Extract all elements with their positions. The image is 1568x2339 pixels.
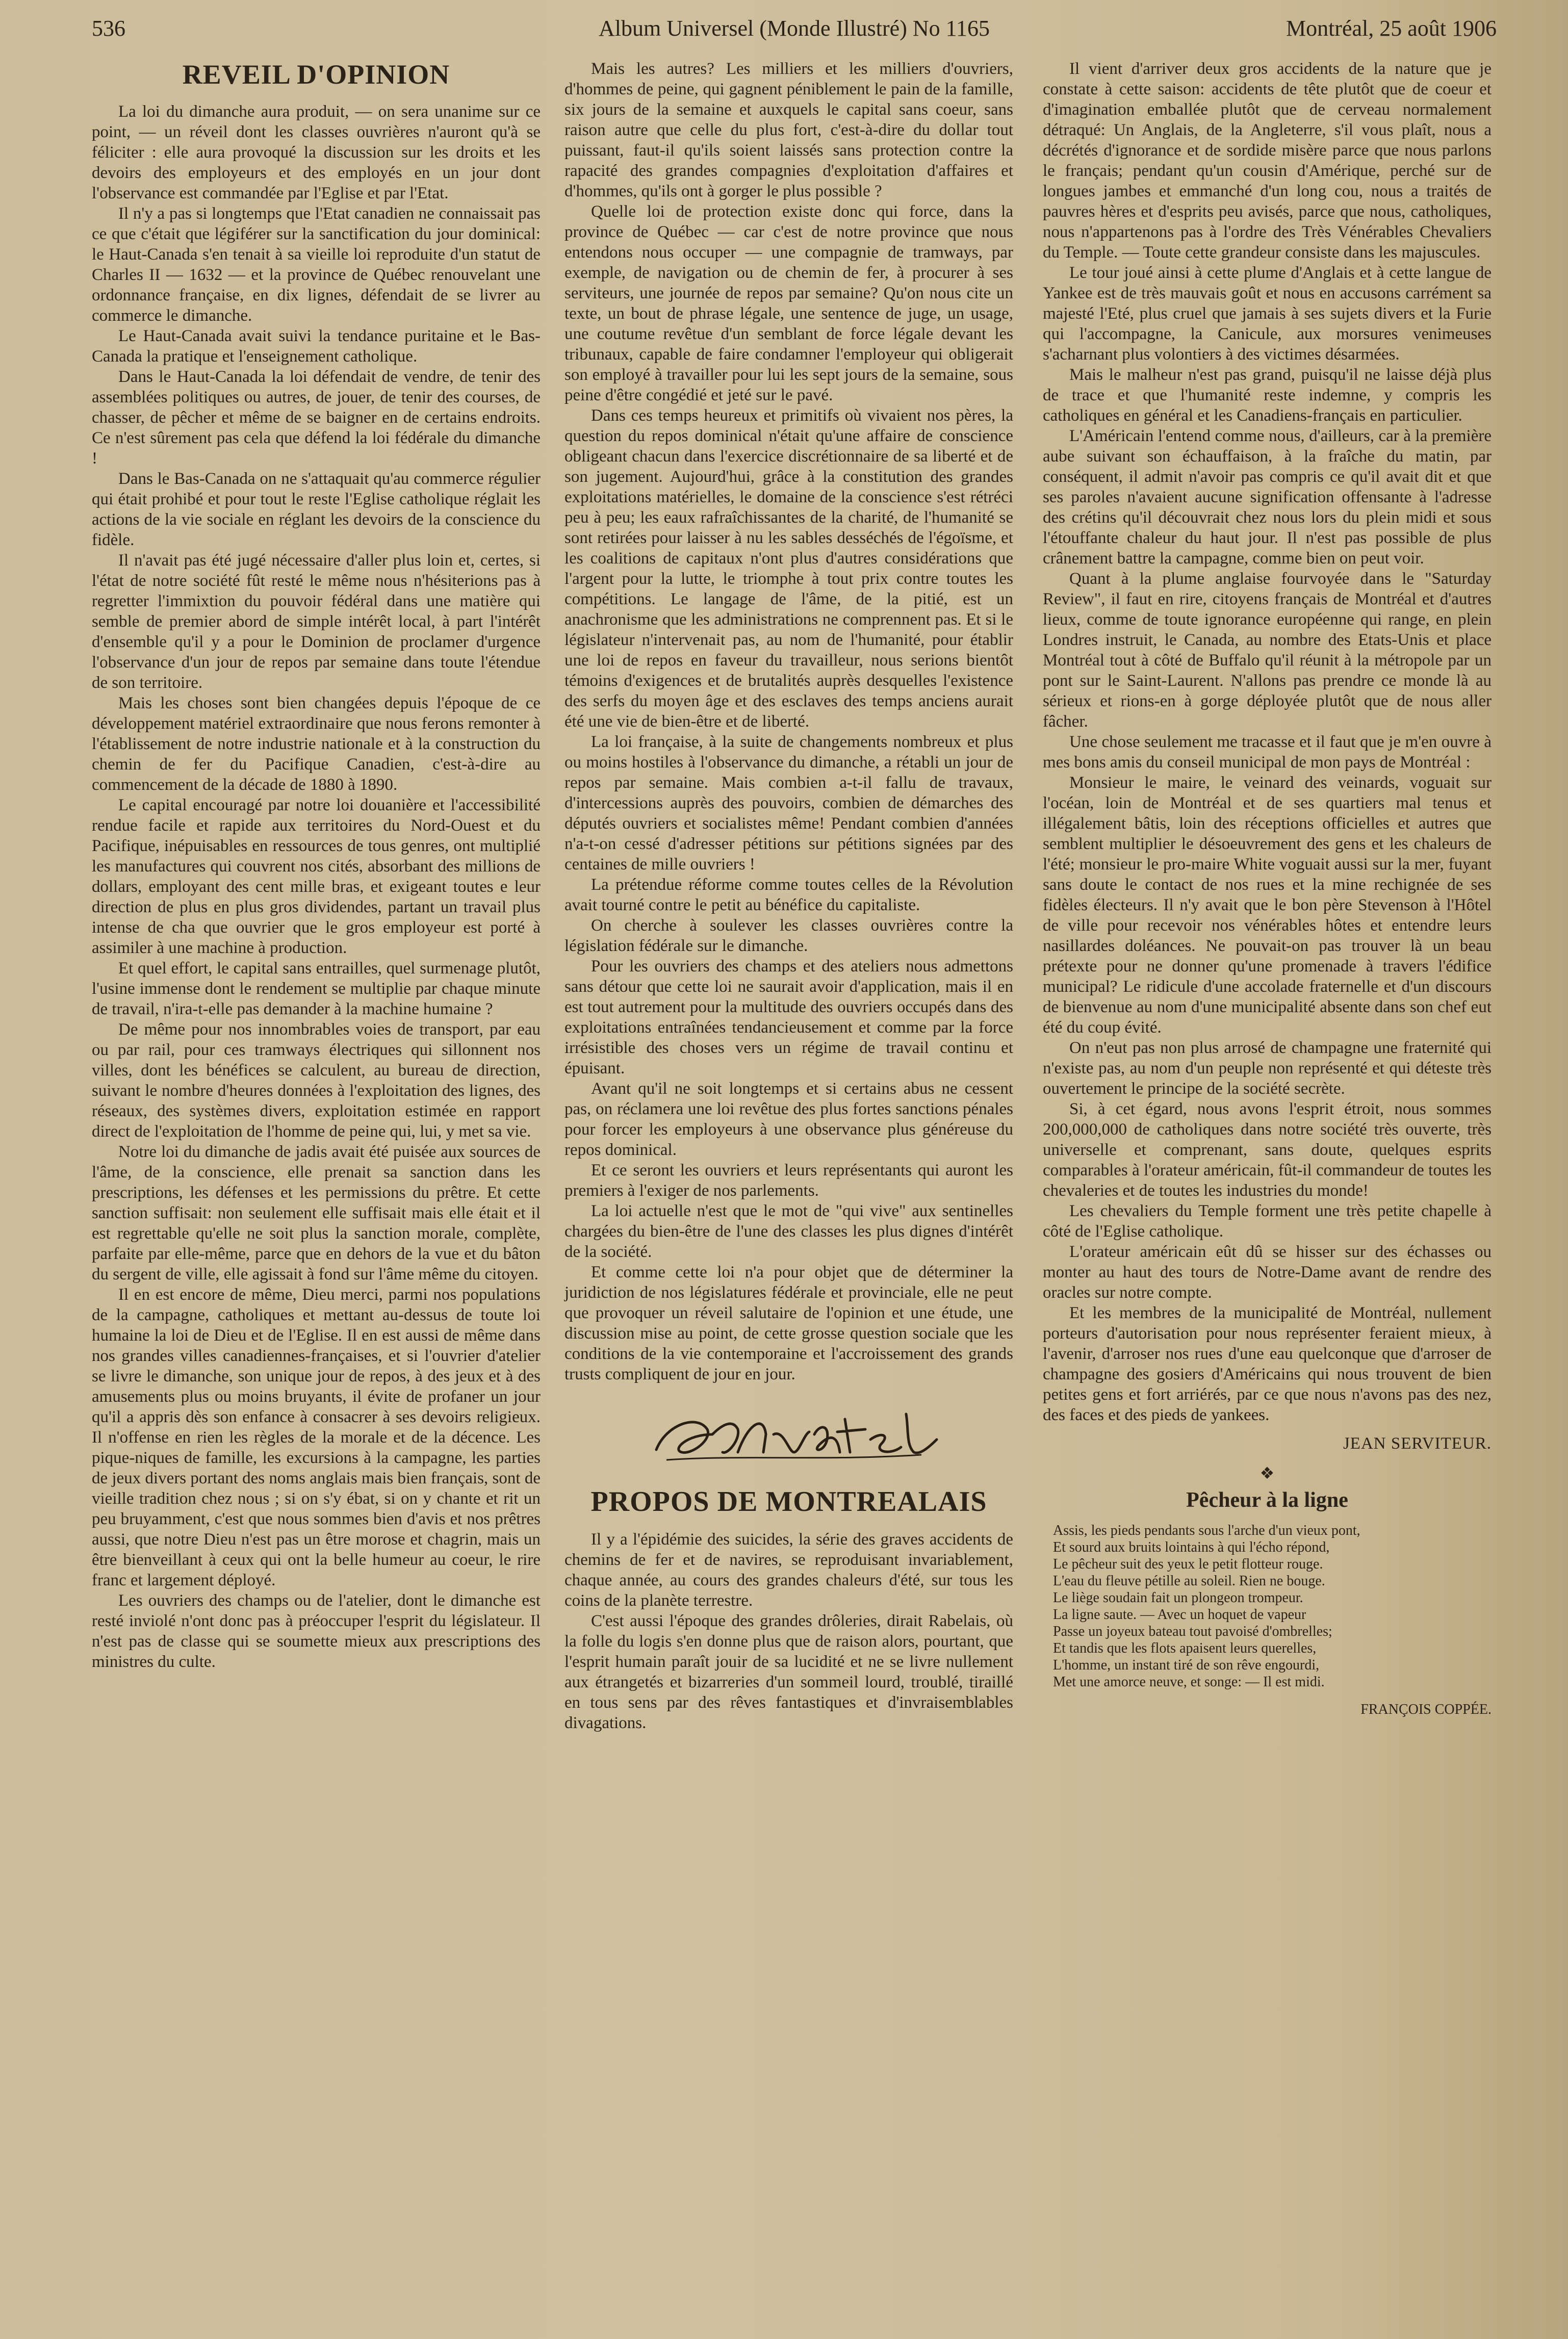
- column-2: [564, 59, 1013, 1733]
- paragraph: Et comme cette loi n'a pour objet que de déterminer la juridiction de nos législatures fédérale et provinciale, elle ne peut que provoquer un réveil salutaire de l'opinion et une étude, une discussion mise au point, de cette grosse question sociale que les conditions de la vie contemporaine et l'accroissement des grands trusts compliquent de jour en jour.: [564, 1263, 1013, 1383]
- article-body: [92, 101, 541, 1672]
- paragraph: C'est aussi l'époque des grandes drôleries, dirait Rabelais, où la folle du logis s'en donne plus que de raison alors, pourtant, que l'esprit humain paraît jouir de sa lucidité et ne se livre nullement aux étrangetés et bizarreries d'un sommeil lourd, troublé, tiraillé en tous sens par des rêves fantastiques et d'invraisemblables divagations.: [564, 1612, 1013, 1732]
- paragraph: Et ce seront les ouvriers et leurs représentants qui auront les premiers à l'exiger de nos parlements.: [564, 1161, 1013, 1200]
- paragraph: Le capital encouragé par notre loi douanière et l'accessibilité rendue facile et rapide aux territoires du Nord-Ouest et du Pacifique, inépuisables en ressources de tous genres, ont multiplié les manufactures qui couvrent nos cités, absorbant des millions de dollars, employant des cent mille bras, et exigeant toutes e leur direction de plus en plus gros dividendes, partant un travail plus intense de cha que ouvrier que le gros employeur est porté à assimiler à une machine à production.: [92, 796, 541, 957]
- paragraph: On cherche à soulever les classes ouvrières contre la législation fédérale sur le dimanche.: [564, 916, 1013, 955]
- paragraph: Quelle loi de protection existe donc qui force, dans la province de Québec — car c'est de notre province que nous entendons nous occuper — une compagnie de tramways, par exemple, de navigation ou de chemin de fer, à procurer à ses serviteurs, une journée de repos par semaine? Qu'on nous cite un texte, un bout de phrase légale, une sentence de juge, un usage, une coutume revêtue d'un semblant de force légale devant les tribunaux, capable de faire condamner l'employeur qui obligerait son employé à travailler pour lui les sept jours de la semaine, sous peine d'être congédié et jeté sur le pavé.: [564, 202, 1013, 404]
- paragraph: De même pour nos innombrables voies de transport, par eau ou par rail, pour ces tramways électriques qui sillonnent nos villes, dont les bénéfices se calculent, au bureau de direction, suivant le nombre d'heures données à l'exploitation des lignes, des réseaux, des systèmes divers, exploitation estimée en rapport direct de l'exploitation de l'homme de peine qui, lui, y met sa vie.: [92, 1020, 541, 1141]
- poem-body: [1043, 1522, 1492, 1690]
- poem-line: L'eau du fleuve pétille au soleil. Rien ne bouge.: [1053, 1573, 1325, 1589]
- paragraph: Mais les choses sont bien changées depuis l'époque de ce développement matériel extraordinaire que nous ferons remonter à l'établissement de notre industrie nationale et à la construction du chemin de fer du Pacifique Canadien, c'est-à-dire au commencement de la décade de 1880 à 1890.: [92, 694, 541, 794]
- paragraph: Et les membres de la municipalité de Montréal, nullement porteurs d'autorisation pour nous représenter feraient mieux, à l'avenir, d'arroser nos rues d'une eau quelconque que d'arroser de champagne des gosiers d'Américains qui nous trouvent de bien petites gens et fort arriérés, par ce que nous n'avons pas des nez, des faces et des pieds de yankees.: [1043, 1304, 1492, 1424]
- article-title: PROPOS DE MONTREALAIS: [590, 1486, 987, 1518]
- paragraph: La loi actuelle n'est que le mot de "qui vive" aux sentinelles chargées du bien-être de l'une des classes les plus dignes d'intérêt de la société.: [564, 1202, 1013, 1261]
- paragraph: La loi du dimanche aura produit, — on sera unanime sur ce point, — un réveil dont les classes ouvrières n'auront qu'à se féliciter : elle aura provoqué la discussion sur les droits et les devoirs des employeurs et des employés en un jour dont l'observance est commandée par l'Eglise et par l'Etat.: [92, 102, 541, 202]
- page-number: 536: [92, 16, 125, 41]
- paragraph: On n'eut pas non plus arrosé de champagne une fraternité qui n'existe pas, au nom d'un peuple non représenté et qui déteste très ouvertement le principe de la société secrète.: [1043, 1039, 1492, 1098]
- poem-line: La ligne saute. — Avec un hoquet de vapeur: [1053, 1607, 1306, 1623]
- poem-line: Le pêcheur suit des yeux le petit flotteur rouge.: [1053, 1556, 1323, 1572]
- paragraph: Pour les ouvriers des champs et des ateliers nous admettons sans détour que cette loi ne saurait avoir d'application, mais il en est tout autrement pour la multitude des ouvriers occupés dans des exploitations entraînées tendancieusement et comme par la force irrésistible des choses vers un régime de travail continu et épuisant.: [564, 957, 1013, 1077]
- paragraph: Les ouvriers des champs ou de l'atelier, dont le dimanche est resté inviolé n'ont donc pas à préoccuper l'esprit du législateur. Il n'est pas de classe qui se soumette mieux aux prescriptions des ministres du culte.: [92, 1591, 541, 1671]
- article-body-continued: [564, 59, 1013, 1384]
- paragraph: Le tour joué ainsi à cette plume d'Anglais et à cette langue de Yankee est de très mauvais goût et nous en accusons carrément sa majesté l'Eté, plus cruel que jamais à ses sujets divers et la Furie qui l'accompagne, la Canicule, aux morsures venimeuses s'acharnant plus volontiers à des victimes désarmées.: [1043, 264, 1492, 364]
- paragraph: Si, à cet égard, nous avons l'esprit étroit, nous sommes 200,000,000 de catholiques dans notre société très ouverte, très universelle et comprenant, sans doute, quelques esprits comparables à l'orateur américain, fût-il commandeur de toutes les chevaleries et de toutes les industries du monde!: [1043, 1100, 1492, 1200]
- paragraph: Il n'y a pas si longtemps que l'Etat canadien ne connaissait pas ce que c'était que légiférer sur la sanctification du jour dominical: le Haut-Canada s'en tenait à sa vieille loi reproduite d'un statut de Charles II — 1632 — et la province de Québec renouvelant une ordonnance française, en dix lignes, défendait de se livrer au commerce le dimanche.: [92, 204, 541, 325]
- poem-line: Et sourd aux bruits lointains à qui l'écho répond,: [1053, 1539, 1330, 1555]
- paragraph: Il y a l'épidémie des suicides, la série des graves accidents de chemins de fer et de navires, se reproduisant invariablement, chaque année, au cours des grandes chaleurs d'été, sur tous les coins de la planète terrestre.: [564, 1530, 1013, 1610]
- paragraph: Monsieur le maire, le veinard des veinards, voguait sur l'océan, loin de Montréal et de ses quartiers mal tenus et illégalement bâtis, loin des réceptions officielles et autres que semblent multiplier le désoeuvrement des gens et les chaleurs de l'été; monsieur le pro-maire White voguait aussi sur la mer, fuyant sans doute le contact de nos rues et la mine rechignée de ses fidèles électeurs. Il n'y avait que le bon père Stevenson à l'Hôtel de ville pour recevoir nos vénérables hôtes et entendre leurs nasillardes doléances. Ne pouvait-on pas trouver là un beau prétexte pour ne donner qu'une promenade à travers l'édifice municipal? Le ridicule d'une accolade fraternelle et d'un discours de bienvenue au nom d'une municipalité absente dans son chef eut été du coup évité.: [1043, 774, 1492, 1037]
- paragraph: Il vient d'arriver deux gros accidents de la nature que je constate à cette saison: accidents de tête plutôt que de coeur et d'imagination emballée plutôt que de cerveau normalement détraqué: Un Anglais, de la Angleterre, s'il vous plaît, nous a décrétés d'ignorance et de sordide misère parce que nous parlons le français; pendant qu'un cousin d'Amérique, perché sur de longues jambes et emmanché d'un long cou, nous a traités de pauvres hères et d'esprits peu avisés, parce que nous, catholiques, nous n'appartenons pas à l'ordre des Très Vénérables Chevaliers du Temple. — Toute cette grandeur consiste dans les majuscules.: [1043, 60, 1492, 262]
- publication-title: Album Universel (Monde Illustré) No 1165: [598, 16, 990, 41]
- paragraph: Notre loi du dimanche de jadis avait été puisée aux sources de l'âme, de la conscience, elle prenait sa sanction dans les prescriptions, les défenses et les permissions du prêtre. Et cette sanction suffisait: non seulement elle suffisait mais elle était et il est regrettable qu'elle ne soit plus la sanction morale, complète, parfaite par elle-même, parce que en dehors de la vue et du bâton du sergent de ville, elle agissait à fond sur l'âme même du citoyen.: [92, 1143, 541, 1283]
- page-header: [92, 15, 1497, 51]
- poem-author: FRANÇOIS COPPÉE.: [1360, 1702, 1492, 1717]
- poem-line: Le liège soudain fait un plongeon trompeur.: [1053, 1590, 1303, 1606]
- paragraph: L'orateur américain eût dû se hisser sur des échasses ou monter au haut des tours de Notre-Dame avant de rendre des oracles sur notre compte.: [1043, 1243, 1492, 1302]
- paragraph: Une chose seulement me tracasse et il faut que je m'en ouvre à mes bons amis du conseil municipal de mon pays de Montréal :: [1043, 733, 1492, 772]
- article-body-continued: [1043, 59, 1492, 1425]
- column-3: [1043, 59, 1492, 1720]
- poem-title: Pêcheur à la ligne: [1186, 1488, 1348, 1512]
- paragraph: Dans le Bas-Canada on ne s'attaquait qu'au commerce régulier qui était prohibé et pour tout le reste l'Eglise catholique réglait les actions de la vie sociale en réglant les devoirs de la conscience du fidèle.: [92, 470, 541, 549]
- poem-line: Et tandis que les flots apaisent leurs querelles,: [1053, 1640, 1317, 1656]
- paragraph: Avant qu'il ne soit longtemps et si certains abus ne cessent pas, on réclamera une loi revêtue des plus fortes sanctions pénales pour forcer les employeurs à une observance plus généreuse du repos dominical.: [564, 1079, 1013, 1159]
- paragraph: Mais les autres? Les milliers et les milliers d'ouvriers, d'hommes de peine, qui gagnent péniblement le pain de la famille, six jours de la semaine et auxquels le capital sans coeur, sans raison autre que celle du plus fort, c'est-à-dire du dollar tout puissant, faut-il qu'ils soient laissés sans protection contre la rapacité des grandes compagnies d'exploitation d'affaires et d'hommes, qu'ils ont à gorger le plus possible ?: [564, 60, 1013, 200]
- paragraph: Les chevaliers du Temple forment une très petite chapelle à côté de l'Eglise catholique.: [1043, 1202, 1492, 1241]
- handwritten-signature: [636, 1404, 942, 1470]
- paragraph: Dans le Haut-Canada la loi défendait de vendre, de tenir des assemblées politiques ou autres, de jouer, de tenir des courses, de chasser, de pêcher et même de se baigner en de certains endroits. Ce n'est sûrement pas cela que défend la loi fédérale du dimanche !: [92, 368, 541, 468]
- ornament-icon: ❖: [1259, 1464, 1275, 1482]
- paragraph: Et quel effort, le capital sans entrailles, quel surmenage plutôt, l'usine immense dont le rendement se multiplie par chaque minute de travail, n'ira-t-elle pas demander à la machine humaine ?: [92, 959, 541, 1018]
- poem-line: Assis, les pieds pendants sous l'arche d'un vieux pont,: [1053, 1523, 1360, 1538]
- column-1: [92, 59, 541, 1672]
- paragraph: Quant à la plume anglaise fourvoyée dans le "Saturday Review", il faut en rire, citoyens français de Montréal et d'autres lieux, comme de toute ignorance européenne qui range, en plein Londres instruit, le Canada, au nombre des Etats-Unis et place Montréal tout à côté de Buffalo qu'il réunit à la métropole par un pont sur le Saint-Laurent. N'allons pas prendre ce monde là au sérieux et rions-en à gorge déployée plutôt que de nous aller fâcher.: [1043, 570, 1492, 731]
- paragraph: La loi française, à la suite de changements nombreux et plus ou moins hostiles à l'observance du dimanche, a rétabli un jour de repos par semaine. Mais combien a-t-il fallu de travaux, d'intercessions auprès des pouvoirs, combien de démarches des députés ouvriers et socialistes même! Pendant combien d'années n'a-t-on cessé d'adresser pétitions sur pétitions signées par des centaines de mille ouvriers !: [564, 733, 1013, 873]
- paragraph: Le Haut-Canada avait suivi la tendance puritaine et le Bas-Canada la pratique et l'enseignement catholique.: [92, 327, 541, 366]
- paragraph: L'Américain l'entend comme nous, d'ailleurs, car à la première aube suivant son échauffaison, à la fraîche du matin, par conséquent, il admit n'avoir pas compris ce qu'il avait dit et que ses paroles n'avaient aucune signification offensante à l'adresse des crétins qu'il découvrait chez nous lors du plein midi et sous l'étouffante chaleur du haut jour. Il n'est pas possible de plus crânement battre la campagne, comme bien on peut voir.: [1043, 427, 1492, 568]
- paragraph: La prétendue réforme comme toutes celles de la Révolution avait tourné contre le petit au bénéfice du capitaliste.: [564, 876, 1013, 914]
- article-title: REVEIL D'OPINION: [182, 59, 450, 90]
- dateline: Montréal, 25 août 1906: [1286, 16, 1497, 41]
- author-signature: JEAN SERVITEUR.: [1343, 1434, 1492, 1453]
- paragraph: Mais le malheur n'est pas grand, puisqu'il ne laisse déjà plus de trace et que l'humanité reste indemne, y compris les catholiques en général et les Canadiens-français en particulier.: [1043, 366, 1492, 425]
- paragraph: Dans ces temps heureux et primitifs où vivaient nos pères, la question du repos dominical n'était qu'une affaire de conscience obligeant chacun dans l'exercice discrétionnaire de sa liberté et de son jugement. Aujourd'hui, grâce à la constitution des grandes exploitations matérielles, le domaine de la conscience s'est rétréci peu à peu; les eaux rafraîchissantes de la charité, de l'humanité se sont retirées pour laisser à nu les sables desséchés de l'égoïsme, et les coalitions de capitaux n'ont plus d'autres considérations que l'argent pour la lutte, le triomphe à tout prix contre toutes les compétitions. Le langage de l'âme, de la pitié, est un anachronisme que les administrations ne comprennent pas. Et si le législateur n'intervenait pas, au nom de l'humanité, pour établir une loi de repos en faveur du travailleur, nous serions bientôt témoins d'exigences et de brutalités auprès desquelles l'existence des serfs du moyen âge et des esclaves des temps anciens aurait été une vie de bien-être et de liberté.: [564, 406, 1013, 731]
- paragraph: Il n'avait pas été jugé nécessaire d'aller plus loin et, certes, si l'état de notre société fût resté le même nous n'hésiterions pas à regretter l'immixtion du pouvoir fédéral dans une matière qui semble de premier abord de simple intérêt local, à part l'intérêt d'ensemble qu'il y a pour le Dominion de proclamer d'urgence l'observance d'un jour de repos par semaine dans toute l'étendue de son territoire.: [92, 551, 541, 692]
- poem-line: Met une amorce neuve, et songe: — Il est midi.: [1053, 1674, 1325, 1690]
- article-body: [564, 1529, 1013, 1733]
- poem-line: Passe un joyeux bateau tout pavoisé d'ombrelles;: [1053, 1624, 1332, 1639]
- poem-line: L'homme, un instant tiré de son rêve engourdi,: [1053, 1657, 1320, 1673]
- paragraph: Il en est encore de même, Dieu merci, parmi nos populations de la campagne, catholiques et mettant au-dessus de toute loi humaine la loi de Dieu et de l'Eglise. Il en est aussi de même dans nos grandes villes canadiennes-françaises, et si l'ouvrier d'atelier se livre le dimanche, son unique jour de repos, à des jeux et à des amusements plus ou moins bruyants, il évite de profaner un jour qu'il a appris dès son enfance à consacrer à ses devoirs religieux. Il n'offense en rien les règles de la morale et de la décence. Les pique-niques de famille, les excursions à la campagne, les parties de jeux divers portant des noms anglais mais bien français, sont de vieille tradition chez nous ; si on s'y ébat, si on y chante et rit un peu bruyamment, c'est que nous sommes bien d'avis et nos prêtres aussi, que notre Dieu n'est pas un être morose et chagrin, mais un être bienveillant à ceux qui ont la belle humeur au coeur, le rire franc et largement déployé.: [92, 1286, 541, 1589]
